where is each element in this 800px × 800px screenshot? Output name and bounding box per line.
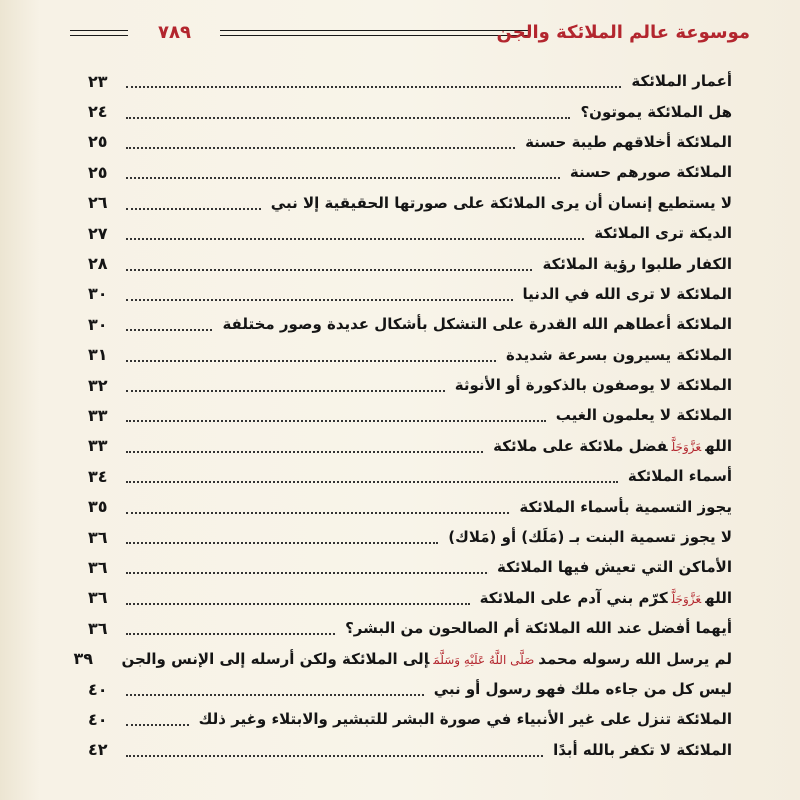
dot-leader — [126, 420, 546, 422]
toc-entry-page: ٤٠ — [88, 709, 108, 729]
dot-leader — [126, 329, 212, 331]
toc-entry — [88, 96, 732, 126]
toc-entry — [88, 218, 732, 248]
toc-entry-page: ٢٥ — [88, 162, 108, 182]
toc-entry — [88, 522, 732, 552]
toc-entry — [88, 674, 732, 704]
toc-entry-page: ٢٨ — [88, 254, 108, 274]
toc-entry-page: ٣٠ — [88, 284, 108, 304]
toc-entry — [88, 157, 732, 187]
honorific-text: عَزَّوَجَلَّ — [671, 591, 702, 606]
toc-entry-title-end: إلى الملائكة ولكن أرسله إلى الإنس والجن — [121, 649, 430, 668]
toc-entry — [88, 735, 732, 765]
toc-entry-page: ٢٣ — [88, 71, 108, 91]
toc-entry — [88, 309, 732, 339]
toc-entry-title: الكفار طلبوا رؤية الملائكة — [542, 254, 732, 273]
toc-entry-page: ٢٦ — [88, 193, 108, 213]
dot-leader — [126, 481, 618, 483]
toc-entry-title — [487, 437, 732, 455]
toc-entry-page: ٢٤ — [88, 102, 108, 122]
honorific-text: عَزَّوَجَلَّ — [671, 439, 702, 454]
page-header — [70, 18, 750, 48]
toc-entry — [88, 704, 732, 734]
toc-entry-title: الملائكة لا تكفر بالله أبدًا — [553, 740, 732, 759]
dot-leader — [126, 542, 438, 544]
toc-entry — [88, 431, 732, 461]
toc-entry-title-start: لم يرسل الله رسوله محمد — [538, 649, 732, 668]
toc-entry — [88, 340, 732, 370]
toc-entry-title: ليس كل من جاءه ملك فهو رسول أو نبي — [433, 680, 732, 698]
toc-entry-page: ٣١ — [88, 345, 108, 365]
dot-leader — [126, 360, 496, 362]
toc-entry — [88, 370, 732, 400]
toc-entry — [88, 66, 732, 96]
book-title: موسوعة عالم الملائكة والجن — [496, 22, 750, 43]
toc-entry-page: ٣٦ — [88, 527, 108, 547]
toc-entry — [88, 400, 732, 430]
toc-entry — [88, 188, 732, 218]
toc-entry-title: الديكة ترى الملائكة — [594, 224, 732, 243]
toc-entry-page: ٣٦ — [88, 618, 108, 638]
toc-entry — [88, 248, 732, 278]
toc-entry-page: ٢٧ — [88, 223, 108, 243]
dot-leader — [126, 724, 189, 726]
toc-entry-title: أعمار الملائكة — [631, 72, 732, 91]
dot-leader — [126, 633, 335, 635]
toc-entry — [88, 583, 732, 613]
toc-entry-page: ٤٠ — [88, 679, 108, 699]
dot-leader — [126, 512, 509, 514]
table-of-contents — [73, 66, 732, 765]
dot-leader — [126, 572, 487, 574]
toc-entry — [88, 491, 732, 521]
toc-entry-page: ٣٠ — [88, 314, 108, 334]
toc-entry-title: الملائكة يسيرون بسرعة شديدة — [506, 345, 732, 364]
dot-leader — [126, 238, 584, 240]
dot-leader — [126, 269, 532, 271]
toc-entry-title: لا يجوز تسمية البنت بـ (مَلَك) أو (مَلاك) — [448, 528, 732, 547]
toc-entry — [88, 461, 732, 491]
honorific-text: صَلَّى اللَّهُ عَلَيْهِ وَسَلَّمَ — [433, 652, 535, 667]
toc-entry-title — [474, 589, 732, 607]
toc-entry-title-end: كرّم بني آدم على الملائكة — [479, 588, 668, 607]
toc-entry — [73, 643, 732, 673]
toc-entry-page: ٣٩ — [73, 649, 93, 669]
header-rule-left — [70, 30, 128, 36]
dot-leader — [126, 208, 261, 210]
toc-entry-title: الملائكة أعطاهم الله القدرة على التشكل بأشكال عديدة وصور مختلفة — [222, 315, 732, 334]
dot-leader — [126, 177, 560, 179]
toc-entry-title — [115, 650, 732, 668]
toc-entry-title: الملائكة أخلاقهم طيبة حسنة — [525, 132, 732, 151]
toc-entry-title-end: فضل ملائكة على ملائكة — [493, 436, 668, 455]
dot-leader — [126, 451, 483, 453]
toc-entry-title: يجوز التسمية بأسماء الملائكة — [519, 497, 732, 516]
toc-entry — [88, 279, 732, 309]
toc-entry-page: ٣٤ — [88, 466, 108, 486]
dot-leader — [126, 147, 515, 149]
toc-entry-title: الملائكة لا ترى الله في الدنيا — [522, 284, 732, 303]
dot-leader — [126, 603, 470, 605]
dot-leader — [126, 299, 513, 301]
toc-entry — [88, 613, 732, 643]
header-rule-right — [220, 30, 530, 36]
toc-entry — [88, 552, 732, 582]
toc-entry-page: ٣٣ — [88, 405, 108, 425]
toc-entry-page: ٢٥ — [88, 132, 108, 152]
toc-entry-page: ٣٣ — [88, 436, 108, 456]
toc-entry-title: الملائكة صورهم حسنة — [569, 163, 732, 182]
toc-entry-page: ٣٦ — [88, 557, 108, 577]
toc-entry — [88, 127, 732, 157]
toc-entry-title: لا يستطيع إنسان أن يرى الملائكة على صورتها الحقيقية إلا نبي — [270, 193, 732, 212]
toc-entry-title-start: الله — [705, 588, 732, 607]
toc-entry-title: الأماكن التي تعيش فيها الملائكة — [497, 558, 732, 577]
dot-leader — [126, 86, 621, 88]
dot-leader — [126, 694, 424, 696]
toc-entry-title: أيهما أفضل عند الله الملائكة أم الصالحون من البشر؟ — [345, 619, 732, 638]
toc-entry-title: الملائكة لا يعلمون الغيب — [555, 406, 732, 425]
toc-entry-title: الملائكة لا يوصفون بالذكورة أو الأنوثة — [454, 376, 732, 395]
toc-entry-page: ٣٦ — [88, 588, 108, 608]
toc-entry-page: ٤٢ — [88, 740, 108, 760]
dot-leader — [126, 390, 445, 392]
toc-entry-page: ٣٥ — [88, 497, 108, 517]
toc-entry-title: الملائكة تنزل على غير الأنبياء في صورة البشر للتبشير والابتلاء وغير ذلك — [198, 710, 732, 729]
dot-leader — [126, 755, 543, 757]
toc-entry-page: ٣٢ — [88, 375, 108, 395]
toc-entry-title-start: الله — [705, 436, 732, 455]
toc-entry-title: هل الملائكة يموتون؟ — [580, 102, 732, 121]
dot-leader — [126, 117, 570, 119]
page-number: ٧٨٩ — [158, 22, 191, 43]
toc-entry-title: أسماء الملائكة — [627, 467, 732, 486]
